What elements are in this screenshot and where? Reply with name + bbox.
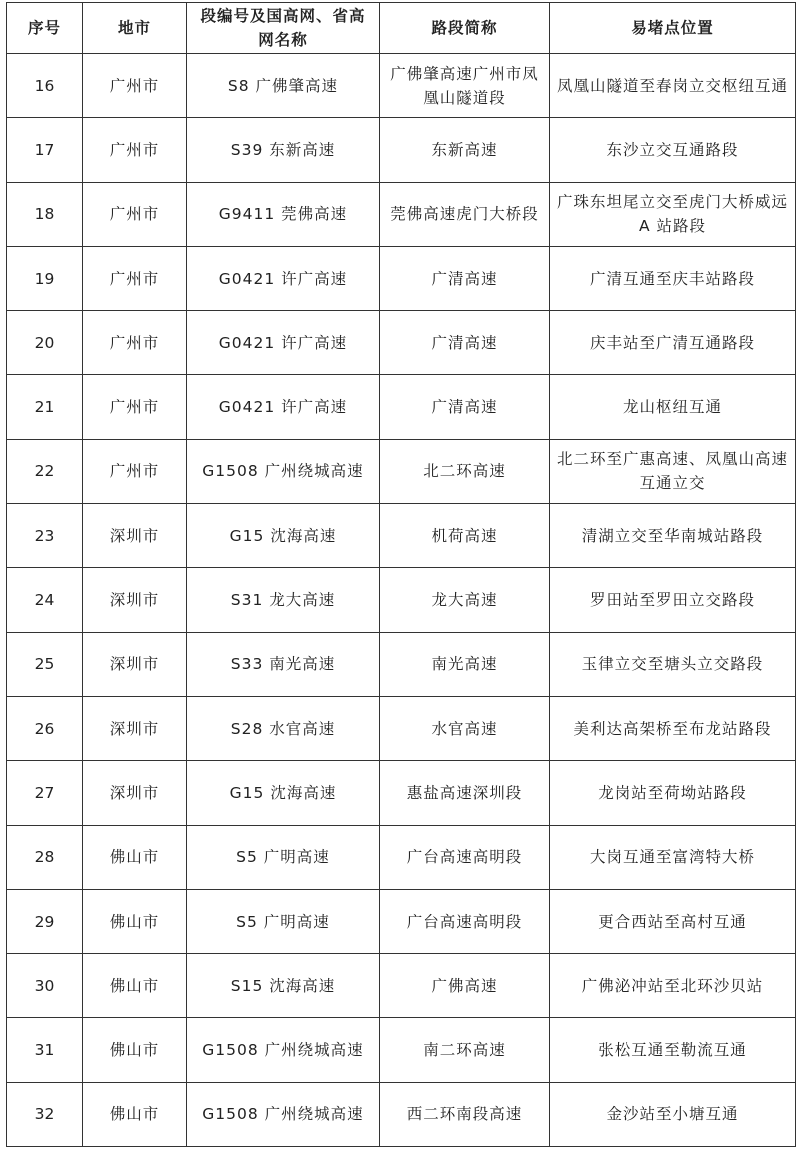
header-serial: 序号	[7, 3, 83, 54]
cell-location: 罗田站至罗田立交路段	[550, 568, 796, 632]
cell-route: G0421 许广高速	[187, 375, 380, 439]
cell-location: 金沙站至小塘互通	[550, 1082, 796, 1146]
cell-location: 广佛泌冲站至北环沙贝站	[550, 954, 796, 1018]
table-row	[7, 54, 796, 118]
cell-city: 广州市	[83, 182, 187, 246]
header-route: 段编号及国高网、省高网名称	[187, 3, 380, 54]
cell-serial: 27	[7, 761, 83, 825]
cell-location: 龙山枢纽互通	[550, 375, 796, 439]
cell-location: 凤凰山隧道至春岗立交枢纽互通	[550, 54, 796, 118]
cell-route: S28 水官高速	[187, 696, 380, 760]
cell-city: 深圳市	[83, 504, 187, 568]
cell-location: 北二环至广惠高速、凤凰山高速互通立交	[550, 439, 796, 503]
cell-location: 东沙立交互通路段	[550, 118, 796, 182]
table-row	[7, 761, 796, 825]
cell-route: S31 龙大高速	[187, 568, 380, 632]
cell-location: 广珠东坦尾立交至虎门大桥威远 A 站路段	[550, 182, 796, 246]
cell-city: 广州市	[83, 439, 187, 503]
cell-section: 广清高速	[380, 375, 550, 439]
cell-section: 莞佛高速虎门大桥段	[380, 182, 550, 246]
table-row	[7, 1082, 796, 1146]
cell-serial: 21	[7, 375, 83, 439]
cell-section: 广佛高速	[380, 954, 550, 1018]
cell-section: 东新高速	[380, 118, 550, 182]
cell-section: 南二环高速	[380, 1018, 550, 1082]
cell-route: S15 沈海高速	[187, 954, 380, 1018]
header-row	[7, 3, 796, 54]
cell-serial: 22	[7, 439, 83, 503]
cell-location: 更合西站至高村互通	[550, 889, 796, 953]
cell-location: 清湖立交至华南城站路段	[550, 504, 796, 568]
cell-section: 北二环高速	[380, 439, 550, 503]
cell-city: 广州市	[83, 118, 187, 182]
cell-section: 惠盐高速深圳段	[380, 761, 550, 825]
cell-city: 广州市	[83, 246, 187, 310]
cell-route: G1508 广州绕城高速	[187, 439, 380, 503]
cell-location: 张松互通至勒流互通	[550, 1018, 796, 1082]
cell-route: G0421 许广高速	[187, 311, 380, 375]
cell-serial: 25	[7, 632, 83, 696]
cell-route: S5 广明高速	[187, 825, 380, 889]
table-row	[7, 118, 796, 182]
cell-section: 西二环南段高速	[380, 1082, 550, 1146]
cell-city: 佛山市	[83, 825, 187, 889]
cell-route: G1508 广州绕城高速	[187, 1082, 380, 1146]
cell-section: 广台高速高明段	[380, 825, 550, 889]
cell-serial: 17	[7, 118, 83, 182]
cell-route: S39 东新高速	[187, 118, 380, 182]
table-row	[7, 1018, 796, 1082]
cell-city: 佛山市	[83, 1082, 187, 1146]
cell-city: 深圳市	[83, 632, 187, 696]
cell-serial: 16	[7, 54, 83, 118]
cell-serial: 29	[7, 889, 83, 953]
cell-location: 玉律立交至塘头立交路段	[550, 632, 796, 696]
cell-city: 广州市	[83, 375, 187, 439]
cell-city: 深圳市	[83, 696, 187, 760]
header-location: 易堵点位置	[550, 3, 796, 54]
cell-city: 佛山市	[83, 1018, 187, 1082]
cell-serial: 18	[7, 182, 83, 246]
cell-route: S8 广佛肇高速	[187, 54, 380, 118]
header-section: 路段简称	[380, 3, 550, 54]
table-row	[7, 568, 796, 632]
table-row	[7, 825, 796, 889]
cell-route: G15 沈海高速	[187, 761, 380, 825]
cell-location: 龙岗站至荷坳站路段	[550, 761, 796, 825]
cell-serial: 26	[7, 696, 83, 760]
table-row	[7, 954, 796, 1018]
header-city: 地市	[83, 3, 187, 54]
congestion-points-table	[6, 2, 796, 1147]
cell-city: 深圳市	[83, 568, 187, 632]
cell-serial: 31	[7, 1018, 83, 1082]
cell-location: 大岗互通至富湾特大桥	[550, 825, 796, 889]
table-row	[7, 439, 796, 503]
cell-route: G1508 广州绕城高速	[187, 1018, 380, 1082]
cell-city: 佛山市	[83, 889, 187, 953]
table-row	[7, 632, 796, 696]
table-row	[7, 375, 796, 439]
cell-serial: 32	[7, 1082, 83, 1146]
cell-city: 广州市	[83, 311, 187, 375]
cell-section: 广清高速	[380, 311, 550, 375]
cell-route: G15 沈海高速	[187, 504, 380, 568]
table-row	[7, 182, 796, 246]
table-row	[7, 696, 796, 760]
cell-section: 机荷高速	[380, 504, 550, 568]
cell-section: 南光高速	[380, 632, 550, 696]
cell-location: 广清互通至庆丰站路段	[550, 246, 796, 310]
table-row	[7, 311, 796, 375]
cell-serial: 19	[7, 246, 83, 310]
cell-city: 深圳市	[83, 761, 187, 825]
table-row	[7, 889, 796, 953]
cell-serial: 23	[7, 504, 83, 568]
cell-route: G9411 莞佛高速	[187, 182, 380, 246]
cell-city: 佛山市	[83, 954, 187, 1018]
cell-route: S5 广明高速	[187, 889, 380, 953]
cell-city: 广州市	[83, 54, 187, 118]
cell-serial: 20	[7, 311, 83, 375]
cell-location: 美利达高架桥至布龙站路段	[550, 696, 796, 760]
cell-location: 庆丰站至广清互通路段	[550, 311, 796, 375]
cell-section: 广台高速高明段	[380, 889, 550, 953]
cell-route: G0421 许广高速	[187, 246, 380, 310]
cell-serial: 28	[7, 825, 83, 889]
cell-serial: 24	[7, 568, 83, 632]
cell-serial: 30	[7, 954, 83, 1018]
table-row	[7, 246, 796, 310]
table-row	[7, 504, 796, 568]
cell-section: 广佛肇高速广州市凤凰山隧道段	[380, 54, 550, 118]
cell-section: 龙大高速	[380, 568, 550, 632]
cell-section: 广清高速	[380, 246, 550, 310]
cell-route: S33 南光高速	[187, 632, 380, 696]
cell-section: 水官高速	[380, 696, 550, 760]
